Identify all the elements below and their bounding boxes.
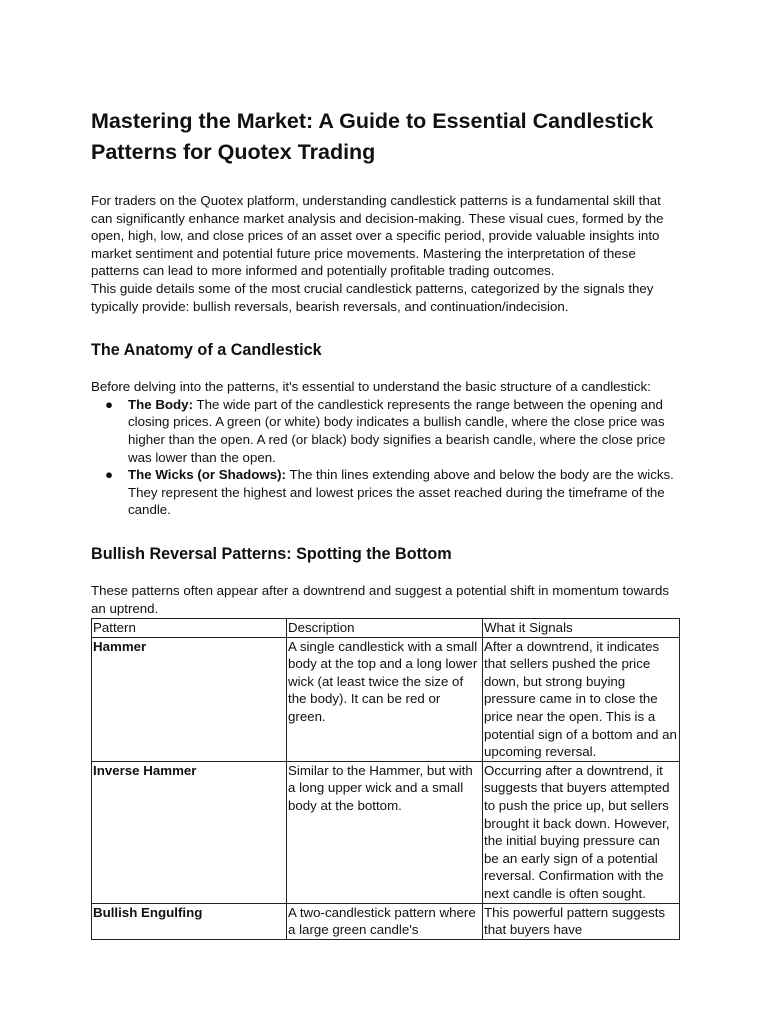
table-row [92,637,680,761]
description-cell: Similar to the Hammer, but with a long upper wick and a small body at the bottom. [287,761,483,903]
signals-cell: After a downtrend, it indicates that sellers pushed the price down, but strong buying pressure came in to close the price near the open. This is a potential sign of a bottom and an upcoming reversal. [483,637,680,761]
bullish-lead: These patterns often appear after a downtrend and suggest a potential shift in momentum towards an uptrend. [91,582,670,616]
anatomy-lead: Before delving into the patterns, it's essential to understand the basic structure of a candlestick: [91,379,651,395]
intro-paragraph: For traders on the Quotex platform, understanding candlestick patterns is a fundamental skill that can significantly enhance market analysis and decision-making. These visual cues, formed by the open, high, low, and close prices of an asset over a specific period, provide valuable insights into market sentiment and potential future price movements. Mastering the interpretation of these patterns can lead to more informed and potentially profitable trading outcomes. [91,193,664,279]
list-item-text: The thin lines extending above and below the body are the wicks. They represent the highest and lowest prices the asset reached during the timeframe of the candle. [128,467,674,518]
table-row [92,903,680,939]
description-cell: A two-candlestick pattern where a large green candle's [287,903,483,939]
signals-cell: Occurring after a downtrend, it suggests that buyers attempted to push the price up, but sellers brought it back down. However, the initial buying pressure can be an early sign of a potential reversal. Confirmation with the next candle is often sought. [483,761,680,903]
bullet-icon: ● [105,467,114,483]
bullet-icon: ● [105,396,114,412]
pattern-name-cell: Inverse Hammer [92,761,287,903]
column-header-pattern: Pattern [92,619,287,638]
list-item-term: The Body: [128,396,194,412]
pattern-name-cell: Bullish Engulfing [92,903,287,939]
anatomy-list [91,396,681,519]
intro-paragraph-2: This guide details some of the most crucial candlestick patterns, categorized by the signals they typically provide: bullish reversals, bearish reversals, and continuation/indecision. [91,280,654,314]
patterns-table [91,618,680,940]
list-item [91,466,681,519]
list-item-text: The wide part of the candlestick represents the range between the opening and closing prices. A green (or white) body indicates a bullish candle, where the close price was higher than the open. A red (or black) body signifies a bearish candle, where the close price was lower than the open. [128,396,666,465]
pattern-name-cell: Hammer [92,637,287,761]
document-page [91,106,681,940]
column-header-description: Description [287,619,483,638]
bullish-heading: Bullish Reversal Patterns: Spotting the Bottom [91,544,452,563]
list-item [91,396,681,466]
document-title: Mastering the Market: A Guide to Essential Candlestick Patterns for Quotex Trading [91,109,654,164]
table-header-row [92,619,680,638]
description-cell: A single candlestick with a small body at the top and a long lower wick (at least twice the size of the body). It can be red or green. [287,637,483,761]
list-item-term: The Wicks (or Shadows): [128,467,286,483]
column-header-signals: What it Signals [483,619,680,638]
anatomy-heading: The Anatomy of a Candlestick [91,341,322,360]
table-row [92,761,680,903]
signals-cell: This powerful pattern suggests that buyers have [483,903,680,939]
